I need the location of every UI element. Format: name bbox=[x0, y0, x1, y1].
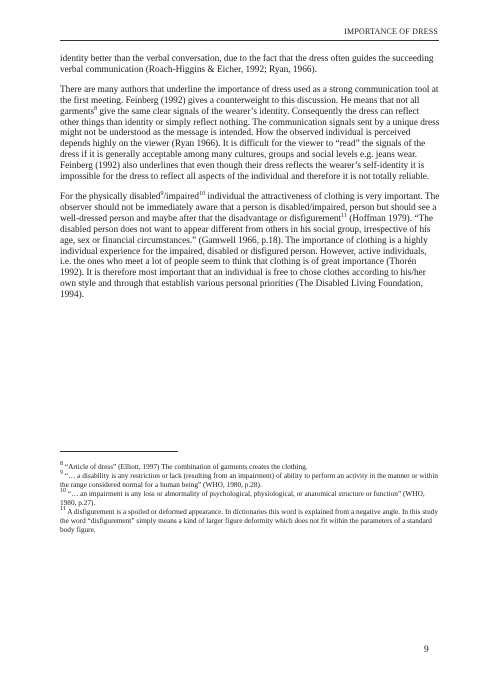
footnote-number: 9 bbox=[60, 470, 63, 476]
footnote-text: “Article of dress” (Elliott, 1997) The combination of garments creates the clothing. bbox=[63, 462, 308, 471]
footnote-number: 11 bbox=[60, 506, 66, 512]
footnote-text: A disfigurement is a spoiled or deformed appearance. In dictionaries this word is explained from a negative angle. In this study the word “disfigurement” simply means a kind of larger figure deformity which does not fit within the parameters of a standard body figure. bbox=[60, 507, 439, 534]
footnote-text: “… an impairment is any loss or abnormality of psychological, physiological, or anatomical structure or function” (WHO, 1980, p.27). bbox=[60, 489, 425, 507]
paragraph-1-text: identity better than the verbal conversation, due to the fact that the dress often guides the succeeding verbal communication (Roach-Higgins & Eicher, 1992; Ryan, 1966). bbox=[60, 54, 434, 75]
footnote-ref-9: 9 bbox=[160, 190, 164, 197]
footnote-11 bbox=[60, 507, 440, 534]
paragraph-3-part-1: For the physically disabled bbox=[60, 191, 161, 202]
footnote-ref-11: 11 bbox=[341, 212, 347, 219]
paragraph-1 bbox=[60, 54, 440, 76]
running-header: IMPORTANCE OF DRESS bbox=[344, 27, 438, 36]
footnote-9 bbox=[60, 471, 440, 489]
footnote-8 bbox=[60, 462, 440, 471]
paragraph-2-text-after: give the same clear signals of the wearer’s identity. Consequently the dress can reflect other things than identity or simply reflect nothing. The communication signals sent by a unique dress might not be understood as the message is intended. How the observed individual is perceived depends highly on the viewer (Ryan 1966). It is difficult for the viewer to “read” the signals of the dress if it is generally acceptable among many cultures, groups and social levels e.g. jeans wear. Feinberg (1992) also underlines that even though their dress reflects the wearer’s self-identity it is impossible for the dress to reflect all aspects of the individual and therefore it is not totally reliable. bbox=[60, 106, 440, 183]
footnote-number: 10 bbox=[60, 488, 66, 494]
header-divider bbox=[60, 40, 439, 41]
footnotes bbox=[60, 462, 440, 534]
footnote-ref-10: 10 bbox=[199, 190, 206, 197]
paragraph-2-text-before: There are many authors that underline the importance of dress used as a strong communication tool at the first meeting. Feinberg (1992) gives a counterweight to this discussion. He means that not all garments bbox=[60, 84, 439, 117]
footnote-text: “… a disability is any restriction or lack (resulting from an impairment) of ability to perform an activity in the manner or within the range considered normal for a human being” (WHO, 1980, p.28). bbox=[60, 471, 439, 489]
paragraph-2 bbox=[60, 85, 440, 183]
paragraph-3-part-2: /impaired bbox=[163, 191, 200, 202]
paragraph-3-part-4: (Hoffman 1979). “The disabled person does not want to appear different from others in his social group, irrespective of his age, sex or financial circumstances.” (Gamwell 1966, p.18). The importance of clothing is a highly individual experience for the impaired, disabled or disfigured person. However, active individuals, i.e. the ones who meet a lot of people seem to think that clothing is of great importance (Thorén 1992). It is therefore most important that an individual is free to chose clothes according to his/her own style and through that establish various personal priorities (The Disabled Living Foundation, 1994). bbox=[60, 213, 433, 301]
paragraph-3 bbox=[60, 192, 440, 301]
page-number: 9 bbox=[424, 645, 429, 655]
paragraph-3-part-3: individual the attractiveness of clothing is very important. The observer should not be immediately aware that a person is disabled/impaired, person but should see a well-dressed person and maybe after that the disadvantage or disfigurement bbox=[60, 191, 440, 224]
footnote-divider bbox=[60, 451, 178, 452]
footnote-ref-8: 8 bbox=[94, 105, 98, 112]
footnote-number: 8 bbox=[60, 461, 63, 467]
body-text bbox=[60, 54, 440, 310]
footnote-10 bbox=[60, 489, 440, 507]
